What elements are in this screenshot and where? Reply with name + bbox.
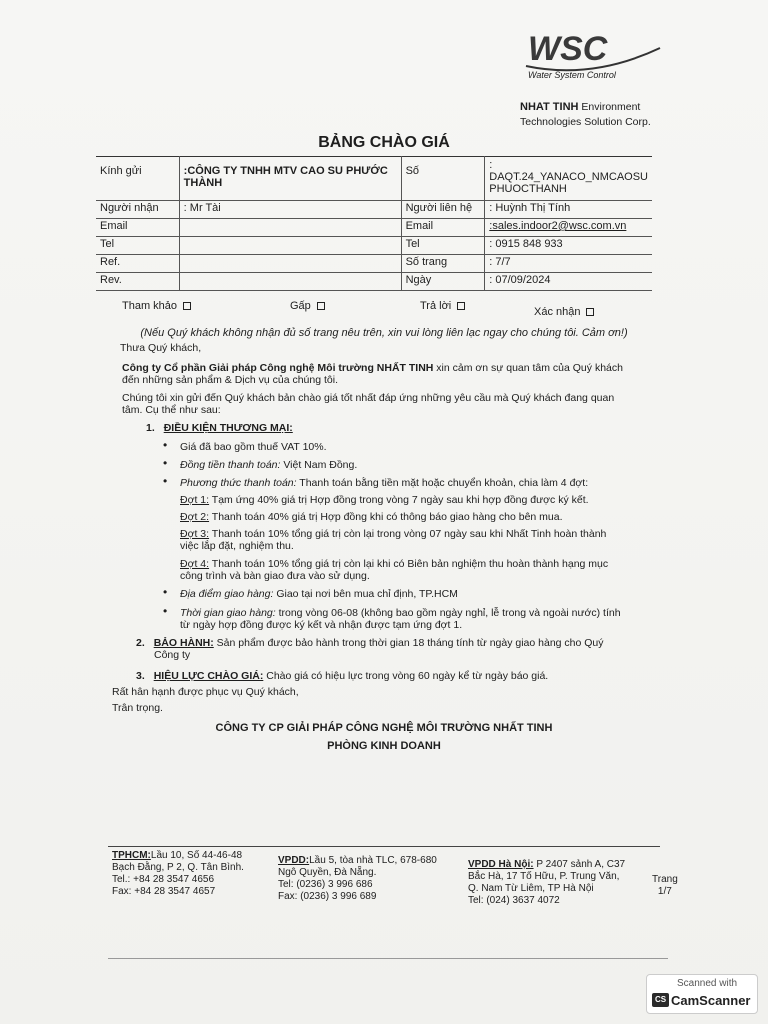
intro-company-name: Công ty Cổ phần Giải pháp Công nghệ Môi trường NHẤT TINH	[122, 362, 434, 374]
option-gap-label: Gấp	[290, 300, 311, 312]
footer-hcm-l1: Lầu 10, Số 44-46-48	[150, 850, 243, 861]
nguoi-nhan-value: : Mr Tài	[179, 201, 401, 219]
bullet-icon: •	[163, 585, 168, 599]
option-tham-khao-label: Tham khảo	[122, 300, 178, 312]
bullet-icon: •	[163, 474, 168, 488]
checkbox-icon[interactable]	[457, 302, 465, 310]
payment-label: Phương thức thanh toán:	[180, 477, 297, 489]
intro-line2: đến những sản phẩm & Dịch vụ của chúng tôi.	[122, 374, 338, 386]
wsc-logo	[522, 28, 662, 88]
installment-4-text: Thanh toán 10% tổng giá trị còn lại khi có Biên bản nghiệm thu hoàn thành hạng mục	[209, 558, 609, 570]
greeting: Thưa Quý khách,	[120, 342, 202, 354]
option-xac-nhan[interactable]	[534, 306, 594, 318]
signer-department: PHÒNG KINH DOANH	[327, 740, 441, 752]
intro2-line1: Chúng tôi xin gửi đến Quý khách bản chào giá tốt nhất đáp ứng những yêu cầu mà Quý khách đang quan	[122, 392, 615, 404]
footer-hcm-l3: Tel.: +84 28 3547 4656	[112, 874, 215, 885]
currency-label: Đồng tiền thanh toán:	[180, 459, 281, 471]
header-table	[96, 156, 652, 291]
page-bottom-edge	[108, 958, 668, 959]
footer-hn-label: VPDD Hà Nội:	[468, 859, 534, 870]
intro2-line2: tâm. Cụ thể như sau:	[122, 404, 221, 416]
camscanner-logo-icon: CS	[652, 993, 669, 1007]
logo-tagline: Water System Control	[528, 70, 616, 80]
footer-divider	[108, 846, 660, 847]
payment-value: Thanh toán bằng tiền mặt hoặc chuyển khoản, chia làm 4 đợt:	[296, 477, 589, 489]
company-header	[520, 100, 651, 130]
so-label: Số	[401, 157, 485, 201]
installment-1-label: Đợt 1:	[180, 494, 210, 506]
checkbox-icon[interactable]	[183, 302, 191, 310]
option-xac-nhan-label: Xác nhận	[534, 306, 581, 318]
installment-3-text: Thanh toán 10% tổng giá trị còn lại trong vòng 07 ngày sau khi Nhất Tinh hoàn thành	[209, 528, 607, 540]
intro-paragraph-2	[122, 392, 614, 416]
nguoi-lien-he-label: Người liên hệ	[401, 201, 485, 219]
email-label: Email	[96, 219, 179, 237]
option-gap[interactable]	[290, 300, 325, 312]
footer-hn-l2: Bắc Hà, 17 Tố Hữu, P. Trung Văn,	[468, 871, 620, 882]
tel-label: Tel	[96, 237, 179, 255]
intro-thanks: xin cảm ơn sự quan tâm của Quý khách	[433, 362, 623, 374]
installment-2-label: Đợt 2:	[180, 511, 210, 523]
installment-4-label: Đợt 4:	[180, 558, 210, 570]
so-colon: :	[489, 159, 493, 171]
footer-dn-l4: Fax: (0236) 3 996 689	[278, 891, 377, 902]
installment-4-line2: công trình và bàn giao đưa vào sử dụng.	[180, 570, 370, 582]
bullet-icon: •	[163, 604, 168, 618]
footer-page-number	[652, 874, 678, 898]
delivery-time-label: Thời gian giao hàng:	[180, 607, 276, 619]
bullet-payment-method	[180, 477, 588, 489]
currency-value: Việt Nam Đồng.	[280, 459, 358, 471]
signer-company: CÔNG TY CP GIẢI PHÁP CÔNG NGHỆ MÔI TRƯỜNG NHẤT TINH	[215, 722, 553, 734]
installment-3-line2: việc lắp đặt, nghiệm thu.	[180, 540, 294, 552]
footer-dn-l2: Ngô Quyền, Đà Nẵng.	[278, 867, 377, 878]
camscanner-watermark	[646, 974, 758, 1014]
option-tham-khao[interactable]	[122, 300, 191, 312]
ref-value	[179, 255, 401, 273]
checkbox-icon[interactable]	[586, 308, 594, 316]
section-2-text: Sản phẩm được bảo hành trong thời gian 18 tháng tính từ ngày giao hàng cho Quý	[213, 637, 604, 649]
footer-hanoi	[468, 859, 625, 907]
section-1-title: ĐIỀU KIỆN THƯƠNG MẠI:	[163, 422, 293, 434]
footer-hcm-l4: Fax: +84 28 3547 4657	[112, 886, 216, 897]
bullet-icon: •	[163, 438, 168, 452]
nguoi-lien-he-value: : Huỳnh Thị Tính	[485, 201, 652, 219]
logo-text: WSC	[528, 30, 608, 68]
option-tra-loi-label: Trả lời	[420, 300, 452, 312]
footer-hn-l1: P 2407 sảnh A, C37	[533, 859, 626, 870]
rev-label: Rev.	[96, 273, 179, 291]
page-count-note: (Nếu Quý khách không nhận đủ số trang nêu trên, xin vui lòng liên lạc ngay cho chúng tôi. Cảm ơn!)	[140, 327, 628, 339]
installment-1	[180, 494, 589, 506]
closing-line-1: Rất hân hạnh được phục vụ Quý khách,	[112, 686, 299, 698]
company-line2: Technologies Solution Corp.	[520, 116, 651, 128]
installment-2	[180, 511, 563, 523]
kinh-gui-label: Kính gửi	[96, 157, 179, 201]
closing-line-2: Trân trọng.	[112, 702, 163, 714]
footer-danang	[278, 855, 437, 903]
nguoi-nhan-label: Người nhận	[96, 201, 179, 219]
bullet-vat: Giá đã bao gồm thuế VAT 10%.	[180, 441, 327, 453]
footer-hcm-label: TPHCM:	[112, 850, 151, 861]
section-1-number: 1.	[146, 422, 155, 434]
section-3-number: 3.	[136, 670, 145, 682]
ngay-value: : 07/09/2024	[485, 273, 652, 291]
footer-hn-l4: Tel: (024) 3637 4072	[468, 895, 560, 906]
bullet-delivery-time	[180, 607, 621, 631]
ref-label: Ref.	[96, 255, 179, 273]
installment-3-label: Đợt 3:	[180, 528, 210, 540]
footer-dn-l3: Tel: (0236) 3 996 686	[278, 879, 373, 890]
installment-3	[180, 528, 606, 552]
so-trang-label: Số trang	[401, 255, 485, 273]
so-value-cell	[485, 157, 652, 201]
footer-page-label: Trang	[652, 874, 678, 885]
section-3	[136, 670, 548, 682]
section-3-text: Chào giá có hiệu lực trong vòng 60 ngày kể từ ngày báo giá.	[263, 670, 549, 682]
email-label-right: Email	[401, 219, 485, 237]
section-2-number: 2.	[136, 637, 145, 649]
checkbox-icon[interactable]	[317, 302, 325, 310]
delivery-time-line2: từ ngày hợp đồng được ký kết và nhận được tạm ứng đợt 1.	[180, 619, 463, 631]
kinh-gui-value: :CÔNG TY TNHH MTV CAO SU PHƯỚC THÀNH	[179, 157, 401, 201]
tel-value-left	[179, 237, 401, 255]
so-trang-value: : 7/7	[485, 255, 652, 273]
section-1-heading	[146, 422, 293, 434]
footer-hn-l3: Q. Nam Từ Liêm, TP Hà Nội	[468, 883, 594, 894]
footer-hcm-l2: Bạch Đằng, P 2, Q. Tân Bình.	[112, 862, 244, 873]
delivery-place-label: Địa điểm giao hàng:	[180, 588, 274, 600]
tel-label-right: Tel	[401, 237, 485, 255]
delivery-place-value: Giao tại nơi bên mua chỉ định, TP.HCM	[273, 588, 458, 600]
email-link[interactable]: :sales.indoor2@wsc.com.vn	[489, 220, 627, 232]
email-value-left	[179, 219, 401, 237]
bullet-currency	[180, 459, 357, 471]
section-2	[136, 637, 604, 661]
section-2-title: BẢO HÀNH:	[153, 637, 214, 649]
company-name: NHAT TINH	[520, 101, 579, 113]
scanner-name: CamScanner	[671, 993, 751, 1008]
rev-value	[179, 273, 401, 291]
section-2-line2: Công ty	[154, 649, 191, 661]
footer-page-value: 1/7	[657, 886, 672, 897]
section-3-title: HIỆU LỰC CHÀO GIÁ:	[153, 670, 264, 682]
email-value	[485, 219, 652, 237]
company-line1: Environment	[581, 101, 641, 113]
installment-1-text: Tạm ứng 40% giá trị Hợp đồng trong vòng 7 ngày sau khi hợp đồng được ký kết.	[209, 494, 589, 506]
intro-paragraph-1	[122, 362, 623, 386]
footer-hcm	[112, 850, 244, 898]
installment-4	[180, 558, 608, 582]
delivery-time-value: trong vòng 06-08 (không bao gồm ngày nghỉ, lễ trong và ngoài nước) tính	[275, 607, 621, 619]
footer-dn-label: VPDD:	[278, 855, 310, 866]
option-tra-loi[interactable]	[420, 300, 465, 312]
ngay-label: Ngày	[401, 273, 485, 291]
bullet-delivery-place	[180, 588, 458, 600]
bullet-icon: •	[163, 456, 168, 470]
scanner-caption: Scanned with	[677, 978, 738, 989]
so-value: DAQT.24_YANACO_NMCAOSU PHUOCTHANH	[489, 171, 648, 195]
installment-2-text: Thanh toán 40% giá trị Hợp đồng khi có thông báo giao hàng cho bên mua.	[209, 511, 563, 523]
document-title: BẢNG CHÀO GIÁ	[318, 134, 450, 151]
tel-value: : 0915 848 933	[485, 237, 652, 255]
footer-dn-l1: Lầu 5, tòa nhà TLC, 678-680	[309, 855, 437, 866]
